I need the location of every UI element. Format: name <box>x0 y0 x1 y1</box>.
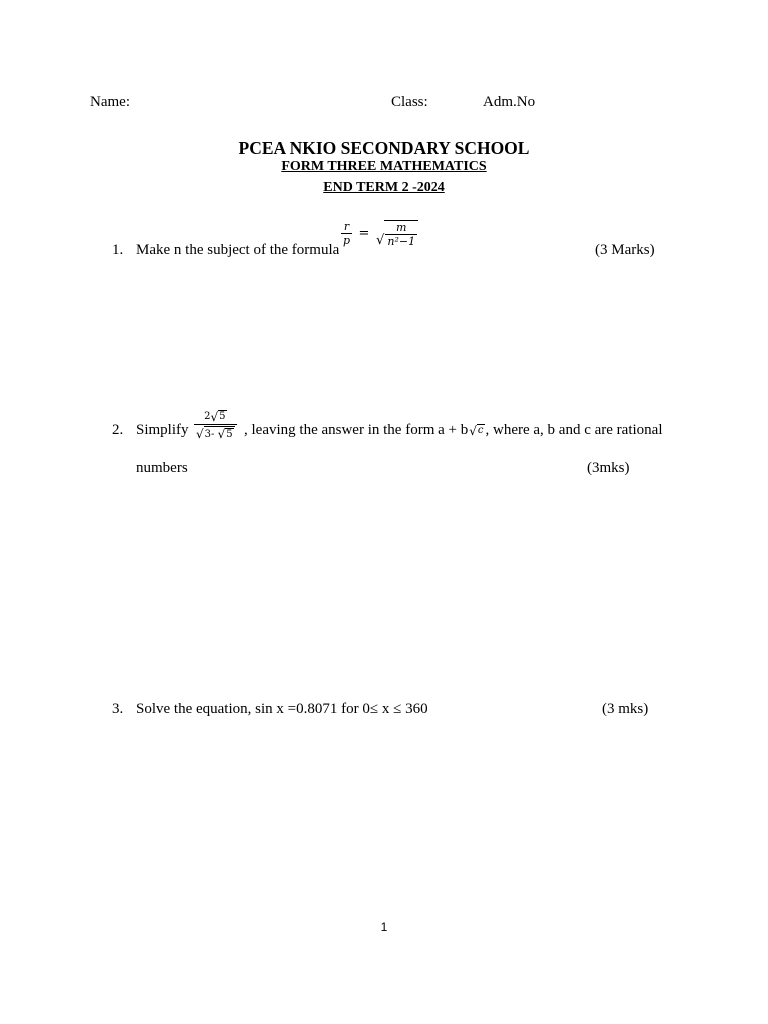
school-title: PCEA NKIO SECONDARY SCHOOL <box>238 138 530 158</box>
formula-lhs-fraction <box>341 221 352 246</box>
question-2-marks: (3mks) <box>587 460 630 476</box>
expression-fraction <box>194 410 237 440</box>
formula-square-root <box>376 220 418 247</box>
expression-den-minus: - <box>211 428 218 440</box>
question-1-marks: (3 Marks) <box>595 242 655 258</box>
radical-sign-icon: √ <box>210 409 219 424</box>
expression-den-radicand-1: 3 <box>204 428 212 440</box>
page-number: 1 <box>380 920 388 934</box>
radical-sign-icon: √ <box>469 423 477 438</box>
question-2-expression <box>194 410 237 440</box>
formula-rhs-fraction <box>385 222 417 247</box>
expression-den-inner-sqrt <box>218 428 234 441</box>
name-label: Name: <box>90 94 130 110</box>
expression-num-radicand: 5 <box>219 411 226 422</box>
radical-sign-icon: √ <box>217 427 226 441</box>
question-2-number: 2. <box>112 422 124 438</box>
question-3-marks: (3 mks) <box>602 701 649 717</box>
radical-sign-icon: √ <box>375 232 385 248</box>
radical-sign-icon: √ <box>196 427 204 441</box>
formula-lhs-numerator: r <box>343 220 350 233</box>
expression-den-sqrt <box>196 426 235 441</box>
expression-num-coefficient: 2 <box>204 410 211 422</box>
question-2-text-line2: numbers <box>136 460 188 476</box>
question-3-text: Solve the equation, sin x =0.8071 for 0≤ x ≤ 360 <box>136 701 428 717</box>
exam-title: END TERM 2 -2024 <box>323 180 445 195</box>
question-2-text-end: , where a, b and c are rational <box>485 422 663 438</box>
question-2-text-after <box>244 422 663 439</box>
question-1-number: 1. <box>112 242 124 258</box>
question-1-formula <box>341 220 418 247</box>
adm-no-label: Adm.No <box>483 94 536 110</box>
form-sqrt <box>469 424 484 437</box>
question-2-form-text: , leaving the answer in the form a + b <box>244 422 469 438</box>
form-radicand: c <box>477 425 484 437</box>
expression-den-radicand-2: 5 <box>226 428 233 440</box>
question-3-number: 3. <box>112 701 124 717</box>
question-1-text: Make n the subject of the formula <box>136 242 340 258</box>
formula-rhs-numerator: m <box>396 221 407 234</box>
formula-rhs-denominator: n²−1 <box>387 235 416 248</box>
question-2-text-before: Simplify <box>136 422 189 438</box>
class-label: Class: <box>391 94 428 110</box>
formula-equals: = <box>358 225 370 241</box>
expression-num-sqrt <box>210 410 226 423</box>
formula-lhs-denominator: p <box>343 234 351 247</box>
subject-title: FORM THREE MATHEMATICS <box>281 159 487 174</box>
